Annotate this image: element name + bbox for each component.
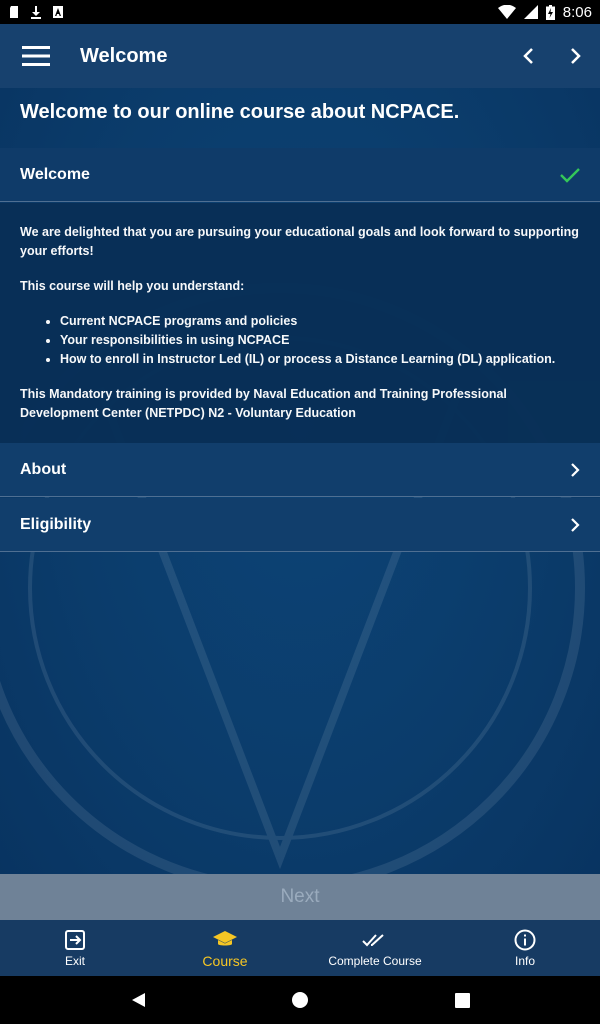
text-icon: [52, 5, 64, 19]
status-time: 8:06: [562, 3, 592, 21]
signal-icon: [524, 5, 538, 19]
back-icon: [130, 992, 146, 1008]
nav-exit[interactable]: [0, 920, 150, 976]
chevron-right-icon: [570, 517, 580, 533]
nav-label: Course: [202, 952, 248, 969]
section-eligibility[interactable]: [0, 498, 600, 552]
hamburger-menu-icon: [22, 46, 50, 66]
course-intro-heading: Welcome to our online course about NCPACE.: [20, 101, 460, 123]
section-welcome[interactable]: [0, 148, 600, 202]
section-label: About: [20, 460, 67, 478]
status-bar: [0, 0, 600, 24]
section-label: Welcome: [20, 165, 90, 183]
course-objectives-list: [60, 312, 580, 369]
chevron-right-icon: [570, 462, 580, 478]
list-item: • How to enroll in Instructor Led (IL) or process a Distance Learning (DL) application.: [60, 350, 580, 369]
list-item: • Your responsibilities in using NCPACE: [60, 331, 580, 350]
nav-label: Info: [514, 953, 535, 968]
previous-page-button[interactable]: [504, 24, 552, 88]
chevron-right-icon: [570, 47, 582, 65]
menu-button[interactable]: [0, 24, 72, 88]
battery-charging-icon: [546, 5, 555, 20]
nav-complete-course[interactable]: [300, 920, 450, 976]
graduation-cap-icon: [212, 928, 238, 950]
bottom-navigation: [0, 920, 600, 976]
info-icon: [512, 929, 538, 951]
nav-label: Complete Course: [328, 953, 422, 968]
section-label: Eligibility: [20, 515, 92, 533]
wifi-icon: [498, 5, 516, 19]
system-navigation-bar: [0, 976, 600, 1024]
app-bar: [0, 24, 600, 88]
nav-course[interactable]: [150, 920, 300, 976]
exit-icon: [62, 929, 88, 951]
home-button[interactable]: [219, 976, 381, 1024]
home-icon: [291, 991, 309, 1009]
download-icon: [30, 5, 42, 19]
list-item: • Current NCPACE programs and policies: [60, 312, 580, 331]
nav-label: Exit: [64, 953, 85, 968]
recents-icon: [455, 993, 470, 1008]
welcome-paragraph: This course will help you understand:: [20, 279, 245, 293]
welcome-paragraph: This Mandatory training is provided by Naval Education and Training Professional Development Center (NETPDC) N2 - Voluntary Education: [20, 387, 507, 420]
nav-info[interactable]: [450, 920, 600, 976]
back-button[interactable]: [57, 976, 219, 1024]
section-about[interactable]: [0, 443, 600, 497]
next-button[interactable]: Next: [0, 874, 600, 920]
welcome-section-content: [0, 203, 600, 443]
next-page-button[interactable]: [552, 24, 600, 88]
recents-button[interactable]: [381, 976, 543, 1024]
double-check-icon: [362, 929, 388, 951]
checkmark-icon: [560, 167, 580, 183]
chevron-left-icon: [522, 47, 534, 65]
page-title: Welcome: [80, 44, 168, 67]
welcome-paragraph: We are delighted that you are pursuing your educational goals and look forward to supporting your efforts!: [20, 225, 579, 258]
sd-card-icon: [8, 5, 20, 19]
